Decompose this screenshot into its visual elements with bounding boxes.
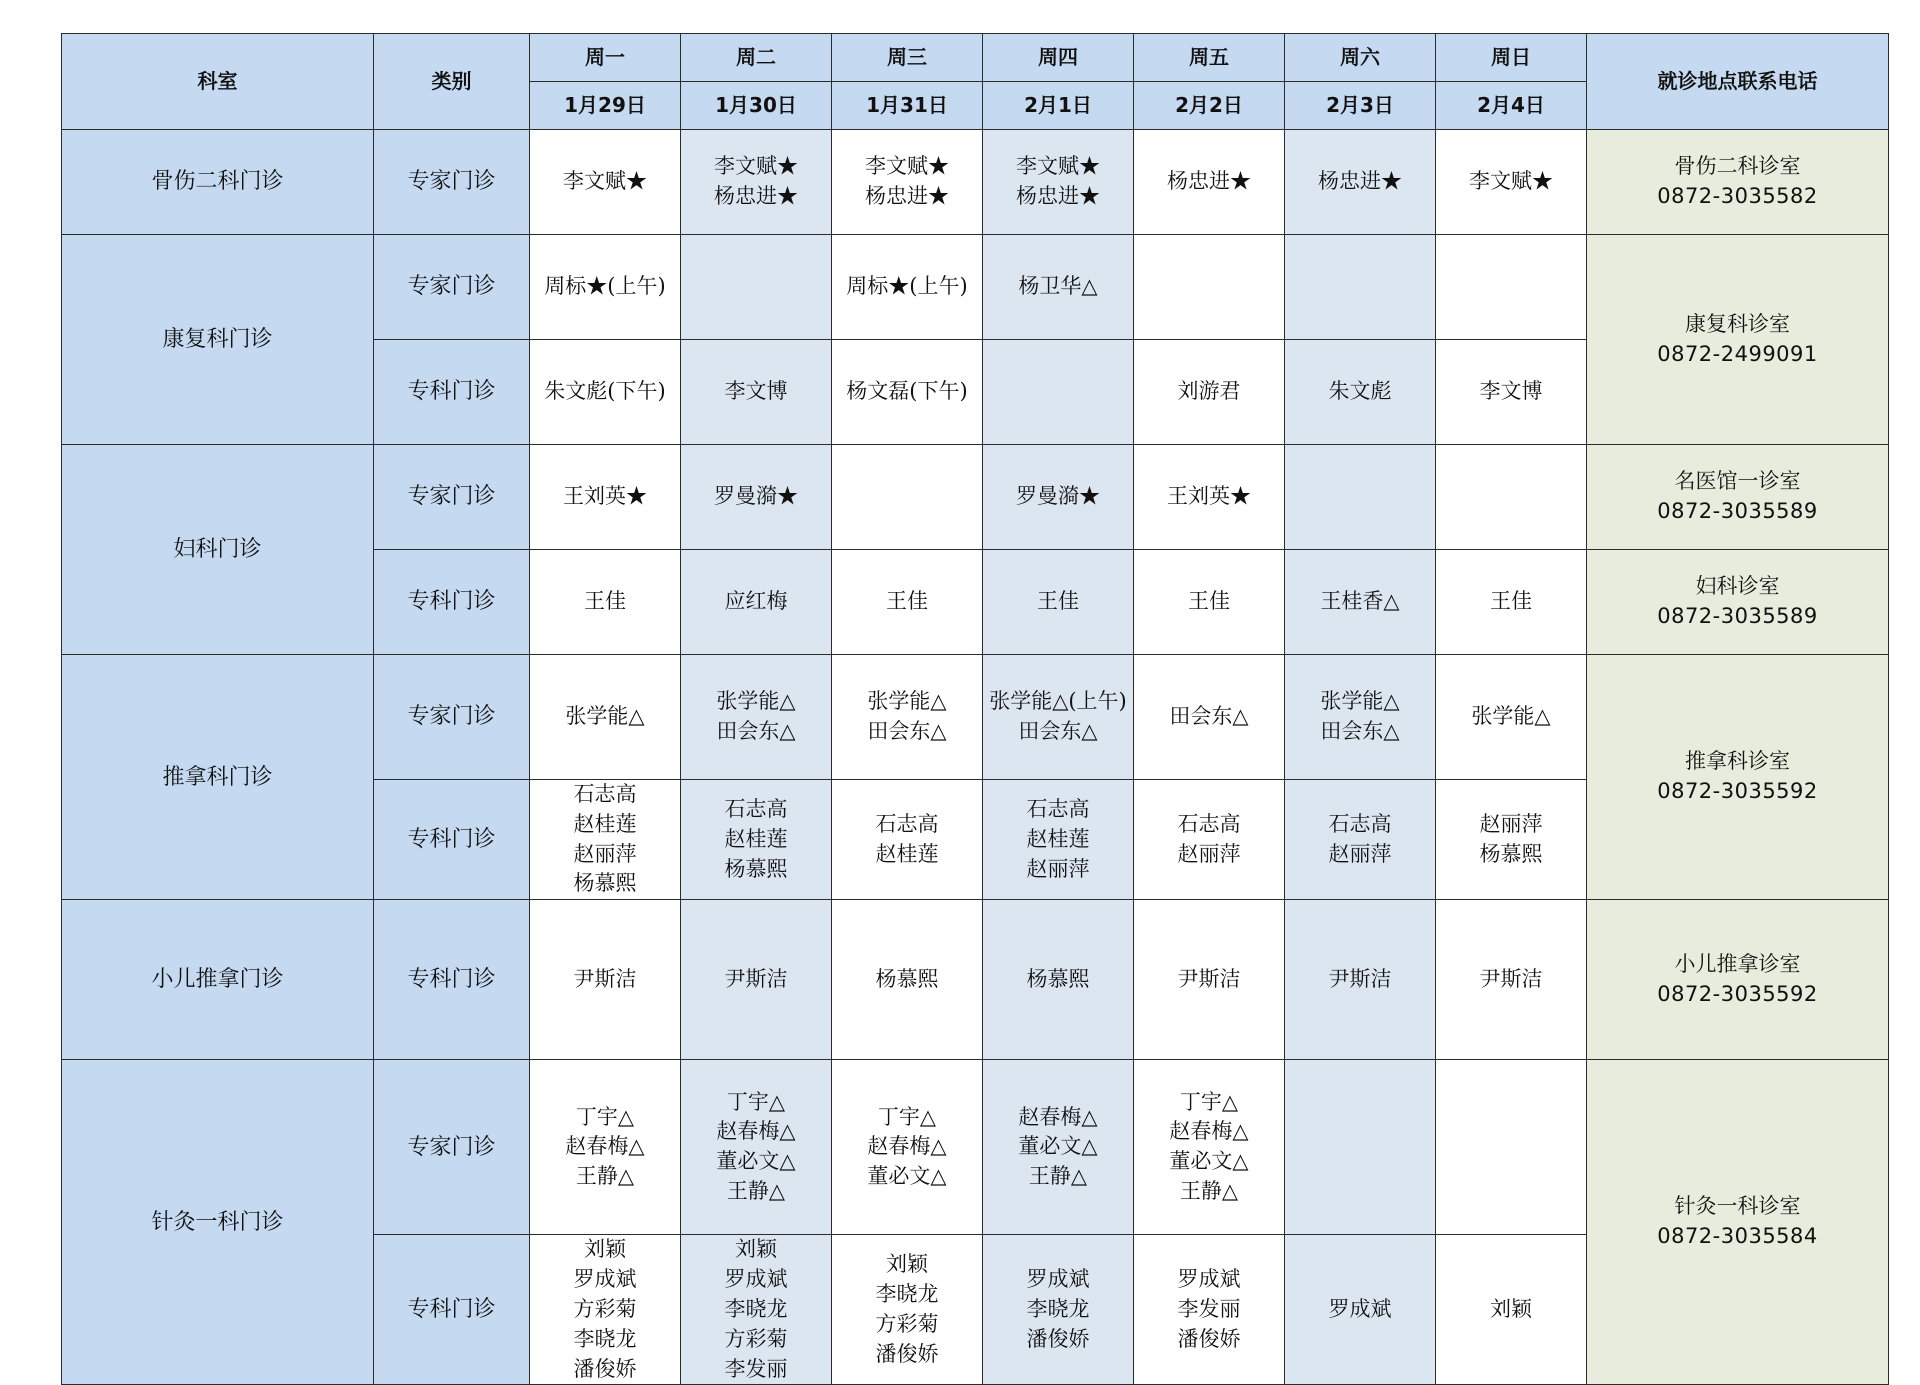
doctor-name: 李文赋★ (1016, 154, 1100, 179)
schedule-cell (681, 550, 832, 655)
header-weekday: 周六 (1285, 34, 1436, 82)
doctor-name: 尹斯洁 (1328, 966, 1392, 991)
doctor-name: 石志高 (875, 811, 939, 836)
schedule-cell (1436, 780, 1587, 900)
clinic-category: 专家门诊 (374, 445, 530, 550)
schedule-cell (832, 900, 983, 1060)
doctor-name: 李文博 (1479, 379, 1543, 404)
location-name: 名医馆一诊室 (1674, 469, 1801, 494)
doctor-name: 张学能△ (867, 689, 947, 714)
header-date: 2月2日 (1134, 82, 1285, 130)
header-date: 1月30日 (681, 82, 832, 130)
department-name: 小儿推拿门诊 (62, 900, 374, 1060)
doctor-name: 田会东△ (867, 719, 947, 743)
doctor-name: 杨忠进★ (1318, 169, 1402, 194)
table-row (62, 900, 1889, 1060)
department-name: 针灸一科门诊 (62, 1060, 374, 1385)
schedule-cell (530, 340, 681, 445)
schedule-cell (1134, 445, 1285, 550)
doctor-name: 赵春梅△ (716, 1119, 796, 1144)
department-name: 骨伤二科门诊 (62, 130, 374, 235)
doctor-name: 朱文彪 (1328, 379, 1392, 404)
schedule-cell (1436, 1060, 1587, 1235)
doctor-name: 李文博 (724, 379, 788, 404)
location-name: 推拿科诊室 (1685, 749, 1790, 774)
schedule-cell (1285, 1235, 1436, 1385)
doctor-name: 王静△ (1179, 1179, 1239, 1204)
doctor-name: 王静△ (1028, 1164, 1088, 1189)
doctor-name: 董必文△ (1169, 1149, 1249, 1174)
doctor-name: 杨卫华△ (1018, 274, 1098, 299)
schedule-cell (1436, 1235, 1587, 1385)
doctor-name: 赵春梅△ (565, 1134, 645, 1159)
schedule-cell (1285, 780, 1436, 900)
clinic-category: 专家门诊 (374, 1060, 530, 1235)
doctor-name: 方彩菊 (573, 1296, 637, 1321)
header-location: 就诊地点联系电话 (1587, 34, 1889, 130)
header-date: 1月29日 (530, 82, 681, 130)
doctor-name: 王佳 (886, 589, 928, 614)
doctor-name: 王佳 (1188, 589, 1230, 614)
doctor-name: 尹斯洁 (1479, 966, 1543, 991)
doctor-name: 王佳 (1037, 589, 1079, 614)
doctor-name: 方彩菊 (724, 1326, 788, 1351)
doctor-name: 王佳 (1490, 589, 1532, 614)
schedule-cell (983, 130, 1134, 235)
location-cell (1587, 1060, 1889, 1385)
location-name: 针灸一科诊室 (1674, 1194, 1801, 1219)
header-dept: 科室 (62, 34, 374, 130)
doctor-name: 丁宇△ (1179, 1089, 1239, 1114)
schedule-cell (983, 445, 1134, 550)
doctor-name: 张学能△ (1320, 689, 1400, 714)
department-name: 康复科门诊 (62, 235, 374, 445)
doctor-name: 李文赋★ (865, 154, 949, 179)
header-weekday: 周五 (1134, 34, 1285, 82)
schedule-cell (983, 1235, 1134, 1385)
location-name: 小儿推拿诊室 (1674, 951, 1801, 976)
doctor-name: 杨忠进★ (1167, 169, 1251, 194)
doctor-name: 张学能△ (716, 689, 796, 714)
header-weekday: 周四 (983, 34, 1134, 82)
doctor-name: 李文赋★ (563, 169, 647, 194)
doctor-name: 方彩菊 (875, 1311, 939, 1336)
schedule-cell (530, 655, 681, 780)
department-name: 推拿科门诊 (62, 655, 374, 900)
doctor-name: 杨慕熙 (573, 871, 637, 896)
schedule-cell (832, 780, 983, 900)
schedule-cell (1436, 130, 1587, 235)
doctor-name: 赵春梅△ (1018, 1104, 1098, 1129)
doctor-name: 罗成斌 (724, 1267, 788, 1292)
doctor-name: 王佳 (584, 589, 626, 614)
doctor-name: 董必文△ (716, 1149, 796, 1174)
location-cell (1587, 655, 1889, 900)
doctor-name: 丁宇△ (575, 1104, 635, 1129)
location-phone: 0872-3035592 (1657, 779, 1818, 804)
doctor-name: 李晓龙 (875, 1281, 939, 1306)
schedule-cell (983, 655, 1134, 780)
doctor-name: 李文赋★ (1469, 169, 1553, 194)
schedule-cell (1285, 445, 1436, 550)
schedule-cell (983, 1060, 1134, 1235)
doctor-name: 王静△ (726, 1179, 786, 1204)
schedule-cell (681, 655, 832, 780)
doctor-name: 杨忠进★ (714, 184, 798, 208)
table-row (62, 445, 1889, 550)
location-cell (1587, 445, 1889, 550)
clinic-category: 专科门诊 (374, 340, 530, 445)
doctor-name: 石志高 (1177, 811, 1241, 836)
schedule-body (62, 130, 1889, 1385)
doctor-name: 尹斯洁 (724, 966, 788, 991)
clinic-category: 专科门诊 (374, 900, 530, 1060)
doctor-name: 赵春梅△ (867, 1134, 947, 1159)
doctor-name: 赵桂莲 (573, 811, 637, 836)
doctor-name: 王静△ (575, 1164, 635, 1189)
clinic-category: 专家门诊 (374, 235, 530, 340)
doctor-name: 石志高 (573, 782, 637, 806)
doctor-name: 赵丽萍 (1177, 841, 1241, 866)
header-date: 2月3日 (1285, 82, 1436, 130)
doctor-name: 尹斯洁 (573, 966, 637, 991)
header-row-weekdays (62, 34, 1889, 82)
schedule-cell (530, 235, 681, 340)
doctor-name: 田会东△ (1320, 719, 1400, 743)
doctor-name: 潘俊娇 (1026, 1326, 1090, 1351)
schedule-cell (832, 1060, 983, 1235)
location-cell (1587, 900, 1889, 1060)
schedule-cell (1134, 550, 1285, 655)
doctor-name: 刘颖 (1490, 1296, 1532, 1321)
doctor-name: 刘颖 (584, 1237, 626, 1262)
schedule-cell (983, 900, 1134, 1060)
doctor-name: 田会东△ (1169, 704, 1249, 729)
schedule-cell (1285, 235, 1436, 340)
doctor-name: 罗成斌 (1328, 1296, 1392, 1321)
schedule-cell (1285, 900, 1436, 1060)
doctor-name: 张学能△(上午) (989, 689, 1127, 714)
doctor-name: 王桂香△ (1320, 589, 1400, 614)
doctor-name: 李文赋★ (714, 154, 798, 179)
doctor-name: 赵桂莲 (875, 841, 939, 866)
doctor-name: 赵春梅△ (1169, 1119, 1249, 1144)
location-cell (1587, 235, 1889, 445)
doctor-name: 罗曼漪★ (714, 484, 798, 509)
schedule-cell (832, 655, 983, 780)
location-cell (1587, 130, 1889, 235)
schedule-cell (530, 130, 681, 235)
doctor-name: 石志高 (1328, 811, 1392, 836)
doctor-name: 尹斯洁 (1177, 966, 1241, 991)
doctor-name: 杨慕熙 (1479, 841, 1543, 866)
schedule-cell (1285, 130, 1436, 235)
header-category: 类别 (374, 34, 530, 130)
schedule-cell (983, 550, 1134, 655)
doctor-name: 应红梅 (724, 589, 788, 614)
location-phone: 0872-3035589 (1657, 499, 1818, 523)
doctor-name: 王刘英★ (563, 484, 647, 509)
doctor-name: 杨忠进★ (865, 184, 949, 208)
schedule-cell (530, 1235, 681, 1385)
doctor-name: 潘俊娇 (573, 1356, 637, 1381)
doctor-name: 田会东△ (1018, 719, 1098, 743)
doctor-name: 罗成斌 (1177, 1267, 1241, 1292)
doctor-name: 李发丽 (1177, 1296, 1241, 1321)
schedule-cell (1436, 550, 1587, 655)
schedule-cell (832, 235, 983, 340)
clinic-schedule-table (61, 33, 1889, 1385)
header-weekday: 周日 (1436, 34, 1587, 82)
doctor-name: 张学能△ (565, 704, 645, 729)
doctor-name: 李晓龙 (573, 1326, 637, 1351)
clinic-category: 专科门诊 (374, 780, 530, 900)
clinic-category: 专家门诊 (374, 130, 530, 235)
doctor-name: 杨慕熙 (724, 856, 788, 881)
doctor-name: 丁宇△ (726, 1089, 786, 1114)
schedule-cell (1285, 550, 1436, 655)
header-date: 1月31日 (832, 82, 983, 130)
schedule-cell (832, 550, 983, 655)
doctor-name: 李晓龙 (1026, 1296, 1090, 1321)
doctor-name: 丁宇△ (877, 1104, 937, 1129)
doctor-name: 赵丽萍 (1479, 811, 1543, 836)
doctor-name: 赵丽萍 (573, 841, 637, 866)
doctor-name: 周标★(上午) (544, 274, 666, 299)
header-weekday: 周二 (681, 34, 832, 82)
location-cell (1587, 550, 1889, 655)
doctor-name: 杨忠进★ (1016, 184, 1100, 208)
table-row (62, 235, 1889, 340)
doctor-name: 杨慕熙 (875, 966, 939, 991)
doctor-name: 石志高 (1026, 796, 1090, 821)
schedule-cell (1134, 1060, 1285, 1235)
schedule-cell (1285, 655, 1436, 780)
doctor-name: 赵桂莲 (724, 826, 788, 851)
doctor-name: 罗成斌 (1026, 1267, 1090, 1292)
schedule-cell (1134, 235, 1285, 340)
clinic-category: 专科门诊 (374, 550, 530, 655)
schedule-cell (1285, 1060, 1436, 1235)
header-date: 2月4日 (1436, 82, 1587, 130)
schedule-cell (983, 780, 1134, 900)
doctor-name: 董必文△ (867, 1164, 947, 1189)
department-name: 妇科门诊 (62, 445, 374, 655)
doctor-name: 石志高 (724, 796, 788, 821)
header-weekday: 周三 (832, 34, 983, 82)
doctor-name: 田会东△ (716, 719, 796, 743)
doctor-name: 王刘英★ (1167, 484, 1251, 509)
doctor-name: 罗成斌 (573, 1267, 637, 1292)
schedule-cell (1134, 655, 1285, 780)
schedule-cell (530, 780, 681, 900)
schedule-cell (1436, 340, 1587, 445)
header-weekday: 周一 (530, 34, 681, 82)
schedule-cell (530, 445, 681, 550)
schedule-cell (1436, 235, 1587, 340)
clinic-category: 专科门诊 (374, 1235, 530, 1385)
schedule-cell (832, 445, 983, 550)
schedule-cell (681, 900, 832, 1060)
schedule-cell (832, 340, 983, 445)
doctor-name: 李晓龙 (724, 1296, 788, 1321)
schedule-cell (681, 340, 832, 445)
schedule-cell (681, 445, 832, 550)
schedule-cell (983, 340, 1134, 445)
table-row (62, 655, 1889, 780)
schedule-cell (832, 130, 983, 235)
doctor-name: 赵丽萍 (1328, 841, 1392, 866)
schedule-cell (530, 900, 681, 1060)
schedule-cell (1285, 340, 1436, 445)
header-date: 2月1日 (983, 82, 1134, 130)
schedule-cell (1436, 900, 1587, 1060)
schedule-cell (1436, 655, 1587, 780)
doctor-name: 杨文磊(下午) (846, 379, 968, 404)
doctor-name: 董必文△ (1018, 1134, 1098, 1159)
schedule-cell (681, 1060, 832, 1235)
doctor-name: 朱文彪(下午) (544, 379, 666, 404)
schedule-cell (1134, 1235, 1285, 1385)
doctor-name: 赵桂莲 (1026, 826, 1090, 851)
doctor-name: 刘颖 (735, 1237, 777, 1262)
location-phone: 0872-2499091 (1657, 341, 1818, 366)
clinic-category: 专家门诊 (374, 655, 530, 780)
schedule-cell (681, 780, 832, 900)
schedule-cell (530, 550, 681, 655)
schedule-cell (681, 235, 832, 340)
schedule-cell (983, 235, 1134, 340)
table-row (62, 1060, 1889, 1235)
schedule-cell (1436, 445, 1587, 550)
doctor-name: 刘游君 (1177, 379, 1241, 404)
doctor-name: 李发丽 (724, 1356, 788, 1381)
schedule-cell (1134, 340, 1285, 445)
doctor-name: 杨慕熙 (1026, 966, 1090, 991)
schedule-cell (1134, 780, 1285, 900)
doctor-name: 张学能△ (1471, 704, 1551, 729)
location-phone: 0872-3035592 (1657, 981, 1818, 1006)
doctor-name: 赵丽萍 (1026, 856, 1090, 881)
location-phone: 0872-3035584 (1657, 1224, 1818, 1249)
schedule-cell (1134, 900, 1285, 1060)
location-name: 妇科诊室 (1695, 574, 1780, 599)
schedule-cell (681, 130, 832, 235)
table-row (62, 130, 1889, 235)
doctor-name: 周标★(上午) (846, 274, 968, 299)
doctor-name: 潘俊娇 (1177, 1326, 1241, 1351)
doctor-name: 罗曼漪★ (1016, 484, 1100, 509)
doctor-name: 潘俊娇 (875, 1341, 939, 1366)
schedule-cell (1134, 130, 1285, 235)
location-phone: 0872-3035582 (1657, 184, 1818, 208)
location-phone: 0872-3035589 (1657, 604, 1818, 628)
doctor-name: 刘颖 (886, 1252, 928, 1277)
location-name: 康复科诊室 (1685, 311, 1790, 336)
schedule-cell (530, 1060, 681, 1235)
schedule-cell (832, 1235, 983, 1385)
schedule-cell (681, 1235, 832, 1385)
location-name: 骨伤二科诊室 (1674, 154, 1801, 179)
